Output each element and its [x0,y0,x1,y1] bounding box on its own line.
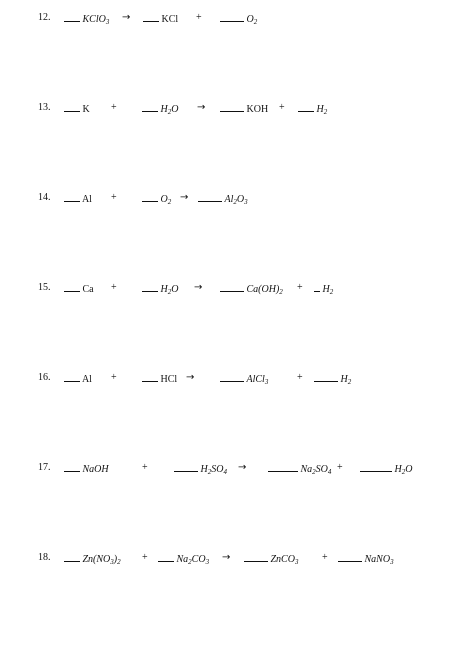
product-1 [220,102,268,116]
reactant-1 [64,282,94,296]
formula-subscript: 2 [329,288,334,296]
formula-text: Ca [82,284,94,295]
formula-text: O [236,194,245,205]
formula-text: ) [113,554,118,565]
formula-text: Zn(NO [82,554,111,565]
formula [271,554,299,565]
formula [201,464,227,475]
formula-text: Al [81,194,92,205]
formula-subscript: 3 [110,558,114,566]
formula-subscript: 2 [253,18,258,26]
product-1 [220,282,283,296]
formula-subscript: 2 [117,558,121,566]
formula [83,284,94,295]
formula-text: SO [315,464,328,475]
coefficient-blank[interactable] [174,462,198,472]
product-1 [268,462,331,476]
plus-sign: + [111,282,117,293]
plus-sign: + [142,552,148,563]
equation-15 [0,282,474,298]
reactant-1 [64,192,92,206]
formula [247,284,283,295]
formula [161,194,172,205]
formula [83,14,110,25]
formula-subscript: 2 [347,378,352,386]
formula-text: SO [211,464,224,475]
plus-sign: + [111,192,117,203]
coefficient-blank[interactable] [244,552,268,562]
formula-subscript: 3 [244,198,248,206]
formula-text: ZnCO [270,554,295,565]
coefficient-blank[interactable] [314,282,320,292]
problem-number: 13. [38,102,51,113]
formula [161,104,179,115]
product-2 [220,12,257,26]
formula [162,14,179,25]
plus-sign: + [111,372,117,383]
formula-text: O [171,284,179,295]
formula-text: CO [191,554,206,565]
coefficient-blank[interactable] [64,372,80,382]
equation-13 [0,102,474,118]
formula-subscript: 4 [327,468,332,476]
reactant-2 [142,102,178,116]
product-2 [360,462,412,476]
arrow-icon: → [222,552,231,563]
coefficient-blank[interactable] [220,102,244,112]
problem-number: 17. [38,462,51,473]
formula-text: Na [176,554,189,565]
formula-subscript: 2 [167,288,172,296]
equation-17 [0,462,474,478]
formula-subscript: 2 [279,288,283,296]
formula [247,374,269,385]
formula-subscript: 3 [205,558,210,566]
formula-text: KCl [161,14,179,25]
coefficient-blank[interactable] [198,192,222,202]
product-1 [198,192,248,206]
formula-subscript: 2 [401,468,406,476]
formula [161,284,179,295]
formula-subscript: 3 [390,558,394,566]
formula [247,14,258,25]
coefficient-blank[interactable] [64,462,80,472]
formula-subscript: 2 [167,198,172,206]
formula-text: H [322,284,330,295]
problem-number: 14. [38,192,51,203]
reactant-2 [142,192,171,206]
equation-12 [0,12,474,28]
formula-text: Ca(OH) [246,284,280,295]
formula-text: Al [81,374,92,385]
coefficient-blank[interactable] [64,552,80,562]
problem-number: 18. [38,552,51,563]
plus-sign: + [279,102,285,113]
formula [82,374,92,385]
formula-text: H [160,104,168,115]
arrow-icon: → [186,372,195,383]
reactant-2 [174,462,227,476]
formula-subscript: 2 [188,558,192,566]
formula [177,554,210,565]
formula-text: O [246,14,254,25]
formula [82,194,92,205]
coefficient-blank[interactable] [64,192,80,202]
plus-sign: + [111,102,117,113]
arrow-icon: → [197,102,206,113]
product-2 [314,372,351,386]
formula [83,464,109,475]
formula [161,374,178,385]
formula-text: KClO [82,14,106,25]
formula-text: H [316,104,324,115]
reactant-1 [64,372,92,386]
product-2 [338,552,394,566]
formula [365,554,394,565]
equation-18 [0,552,474,568]
plus-sign: + [322,552,328,563]
coefficient-blank[interactable] [143,12,159,22]
plus-sign: + [337,462,343,473]
coefficient-blank[interactable] [64,282,80,292]
coefficient-blank[interactable] [220,12,244,22]
problem-number: 15. [38,282,51,293]
reactant-1 [64,102,90,116]
formula-subscript: 2 [167,108,172,116]
product-1 [244,552,298,566]
formula [301,464,332,475]
formula-text: NaNO [364,554,391,565]
formula [395,464,413,475]
formula-text: Al [224,194,234,205]
formula-subscript: 2 [323,108,328,116]
product-1 [220,372,268,386]
arrow-icon: → [122,12,131,23]
formula [225,194,248,205]
product-2 [298,102,327,116]
formula-text: KOH [246,104,269,115]
reactant-2 [142,372,177,386]
problem-number: 12. [38,12,51,23]
reactant-1 [64,12,109,26]
formula-text: H [340,374,348,385]
plus-sign: + [142,462,148,473]
formula-subscript: 3 [264,378,269,386]
formula [83,554,121,565]
formula [83,104,90,115]
coefficient-blank[interactable] [298,102,314,112]
coefficient-blank[interactable] [314,372,338,382]
formula-subscript: 2 [312,468,316,476]
coefficient-blank[interactable] [268,462,298,472]
formula-subscript: 4 [223,468,227,476]
coefficient-blank[interactable] [142,282,158,292]
coefficient-blank[interactable] [220,372,244,382]
formula-text: HCl [160,374,178,385]
formula-subscript: 2 [233,198,237,206]
coefficient-blank[interactable] [64,12,80,22]
formula [317,104,328,115]
equation-16 [0,372,474,388]
reactant-2 [142,282,178,296]
product-1 [143,12,178,26]
plus-sign: + [297,282,303,293]
formula-text: O [405,464,413,475]
reactant-2 [158,552,209,566]
formula-text: AlCl [246,374,265,385]
formula-text: H [200,464,208,475]
formula-text: O [171,104,179,115]
formula-text: NaOH [82,464,109,475]
formula-text: O [160,194,168,205]
arrow-icon: → [238,462,247,473]
formula [323,284,334,295]
formula [247,104,269,115]
formula [341,374,352,385]
formula-text: H [394,464,402,475]
formula-text: H [160,284,168,295]
coefficient-blank[interactable] [64,102,80,112]
coefficient-blank[interactable] [158,552,174,562]
equation-14 [0,192,474,208]
product-2 [314,282,333,296]
arrow-icon: → [194,282,203,293]
problem-number: 16. [38,372,51,383]
coefficient-blank[interactable] [338,552,362,562]
formula-subscript: 3 [105,18,110,26]
coefficient-blank[interactable] [142,192,158,202]
coefficient-blank[interactable] [142,102,158,112]
reactant-1 [64,462,109,476]
formula-text: K [82,104,90,115]
formula-text: Na [300,464,313,475]
coefficient-blank[interactable] [220,282,244,292]
plus-sign: + [196,12,202,23]
coefficient-blank[interactable] [360,462,392,472]
arrow-icon: → [180,192,189,203]
plus-sign: + [297,372,303,383]
reactant-1 [64,552,121,566]
formula-subscript: 3 [294,558,299,566]
coefficient-blank[interactable] [142,372,158,382]
formula-subscript: 2 [207,468,212,476]
